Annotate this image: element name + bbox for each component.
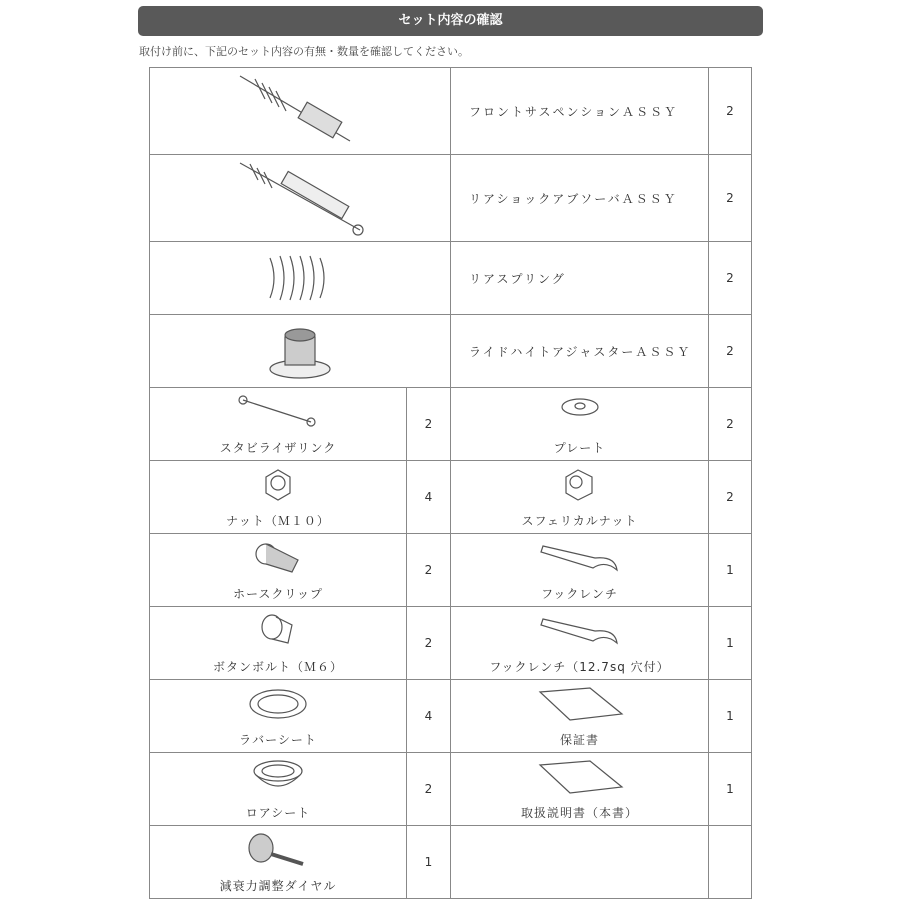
- table-row: [150, 680, 752, 753]
- item-name: フックレンチ: [541, 587, 618, 601]
- item-qty: 2: [709, 68, 752, 155]
- item-qty: 2: [407, 753, 451, 826]
- item-name: フロントサスペンションＡＳＳＹ: [451, 68, 709, 155]
- item-image: [150, 315, 451, 388]
- item-name: リアショックアブソーバＡＳＳＹ: [451, 155, 709, 242]
- table-row: [150, 461, 752, 534]
- item-qty: 2: [709, 388, 752, 461]
- item-cell: [150, 826, 407, 899]
- contents-table: [149, 67, 752, 899]
- item-cell: [150, 753, 407, 826]
- table-row: [150, 68, 752, 155]
- item-qty: 1: [709, 607, 752, 680]
- item-name: ラバーシート: [239, 733, 317, 747]
- item-name: 取扱説明書（本書）: [520, 806, 638, 820]
- item-name: リアスプリング: [451, 242, 709, 315]
- item-cell: [451, 461, 709, 534]
- item-name: スフェリカルナット: [521, 514, 638, 528]
- table-row: [150, 388, 752, 461]
- item-qty: 2: [709, 461, 752, 534]
- section-header: セット内容の確認: [138, 6, 763, 36]
- spring-icon: [150, 248, 450, 308]
- item-name: 保証書: [559, 733, 599, 747]
- rear-shock-icon: [150, 158, 450, 238]
- item-qty: 2: [709, 315, 752, 388]
- item-cell: [451, 753, 709, 826]
- item-cell: [451, 388, 709, 461]
- item-cell: [451, 680, 709, 753]
- item-qty: 2: [407, 534, 451, 607]
- item-qty: 2: [407, 388, 451, 461]
- item-name: ライドハイトアジャスターＡＳＳＹ: [451, 315, 709, 388]
- item-cell: [150, 388, 407, 461]
- item-qty: 4: [407, 680, 451, 753]
- item-image: [150, 242, 451, 315]
- table-row: [150, 315, 752, 388]
- item-name: ロアシート: [245, 806, 311, 820]
- item-qty: 1: [709, 753, 752, 826]
- table-row: [150, 753, 752, 826]
- table-row: [150, 534, 752, 607]
- table-row: [150, 155, 752, 242]
- item-name: ボタンボルト（Ｍ６）: [212, 660, 343, 674]
- item-name: スタビライザリンク: [219, 441, 337, 455]
- item-qty: 1: [709, 680, 752, 753]
- item-cell: [150, 680, 407, 753]
- item-name: プレート: [553, 441, 606, 455]
- adjuster-icon: [150, 319, 450, 383]
- table-row: [150, 242, 752, 315]
- front-suspension-icon: [150, 71, 450, 151]
- item-cell: [150, 534, 407, 607]
- item-qty: 1: [407, 826, 451, 899]
- item-qty: 2: [709, 242, 752, 315]
- item-cell: [150, 607, 407, 680]
- item-qty: 2: [709, 155, 752, 242]
- item-qty: 4: [407, 461, 451, 534]
- intro-text: 取付け前に、下記のセット内容の有無・数量を確認してください。: [139, 45, 469, 58]
- item-name: ナット（Ｍ１０）: [226, 514, 330, 528]
- table-row: [150, 607, 752, 680]
- item-cell: [150, 461, 407, 534]
- item-name: ホースクリップ: [233, 587, 323, 601]
- item-cell: [451, 607, 709, 680]
- item-qty: [709, 826, 752, 899]
- item-image: [150, 68, 451, 155]
- table-row: [150, 826, 752, 899]
- item-image: [150, 155, 451, 242]
- item-qty: 1: [709, 534, 752, 607]
- item-cell: [451, 534, 709, 607]
- item-name: フックレンチ（12.7sq 穴付）: [489, 660, 670, 674]
- item-name: 減衰力調整ダイヤル: [219, 879, 337, 893]
- item-cell: [451, 826, 709, 899]
- item-qty: 2: [407, 607, 451, 680]
